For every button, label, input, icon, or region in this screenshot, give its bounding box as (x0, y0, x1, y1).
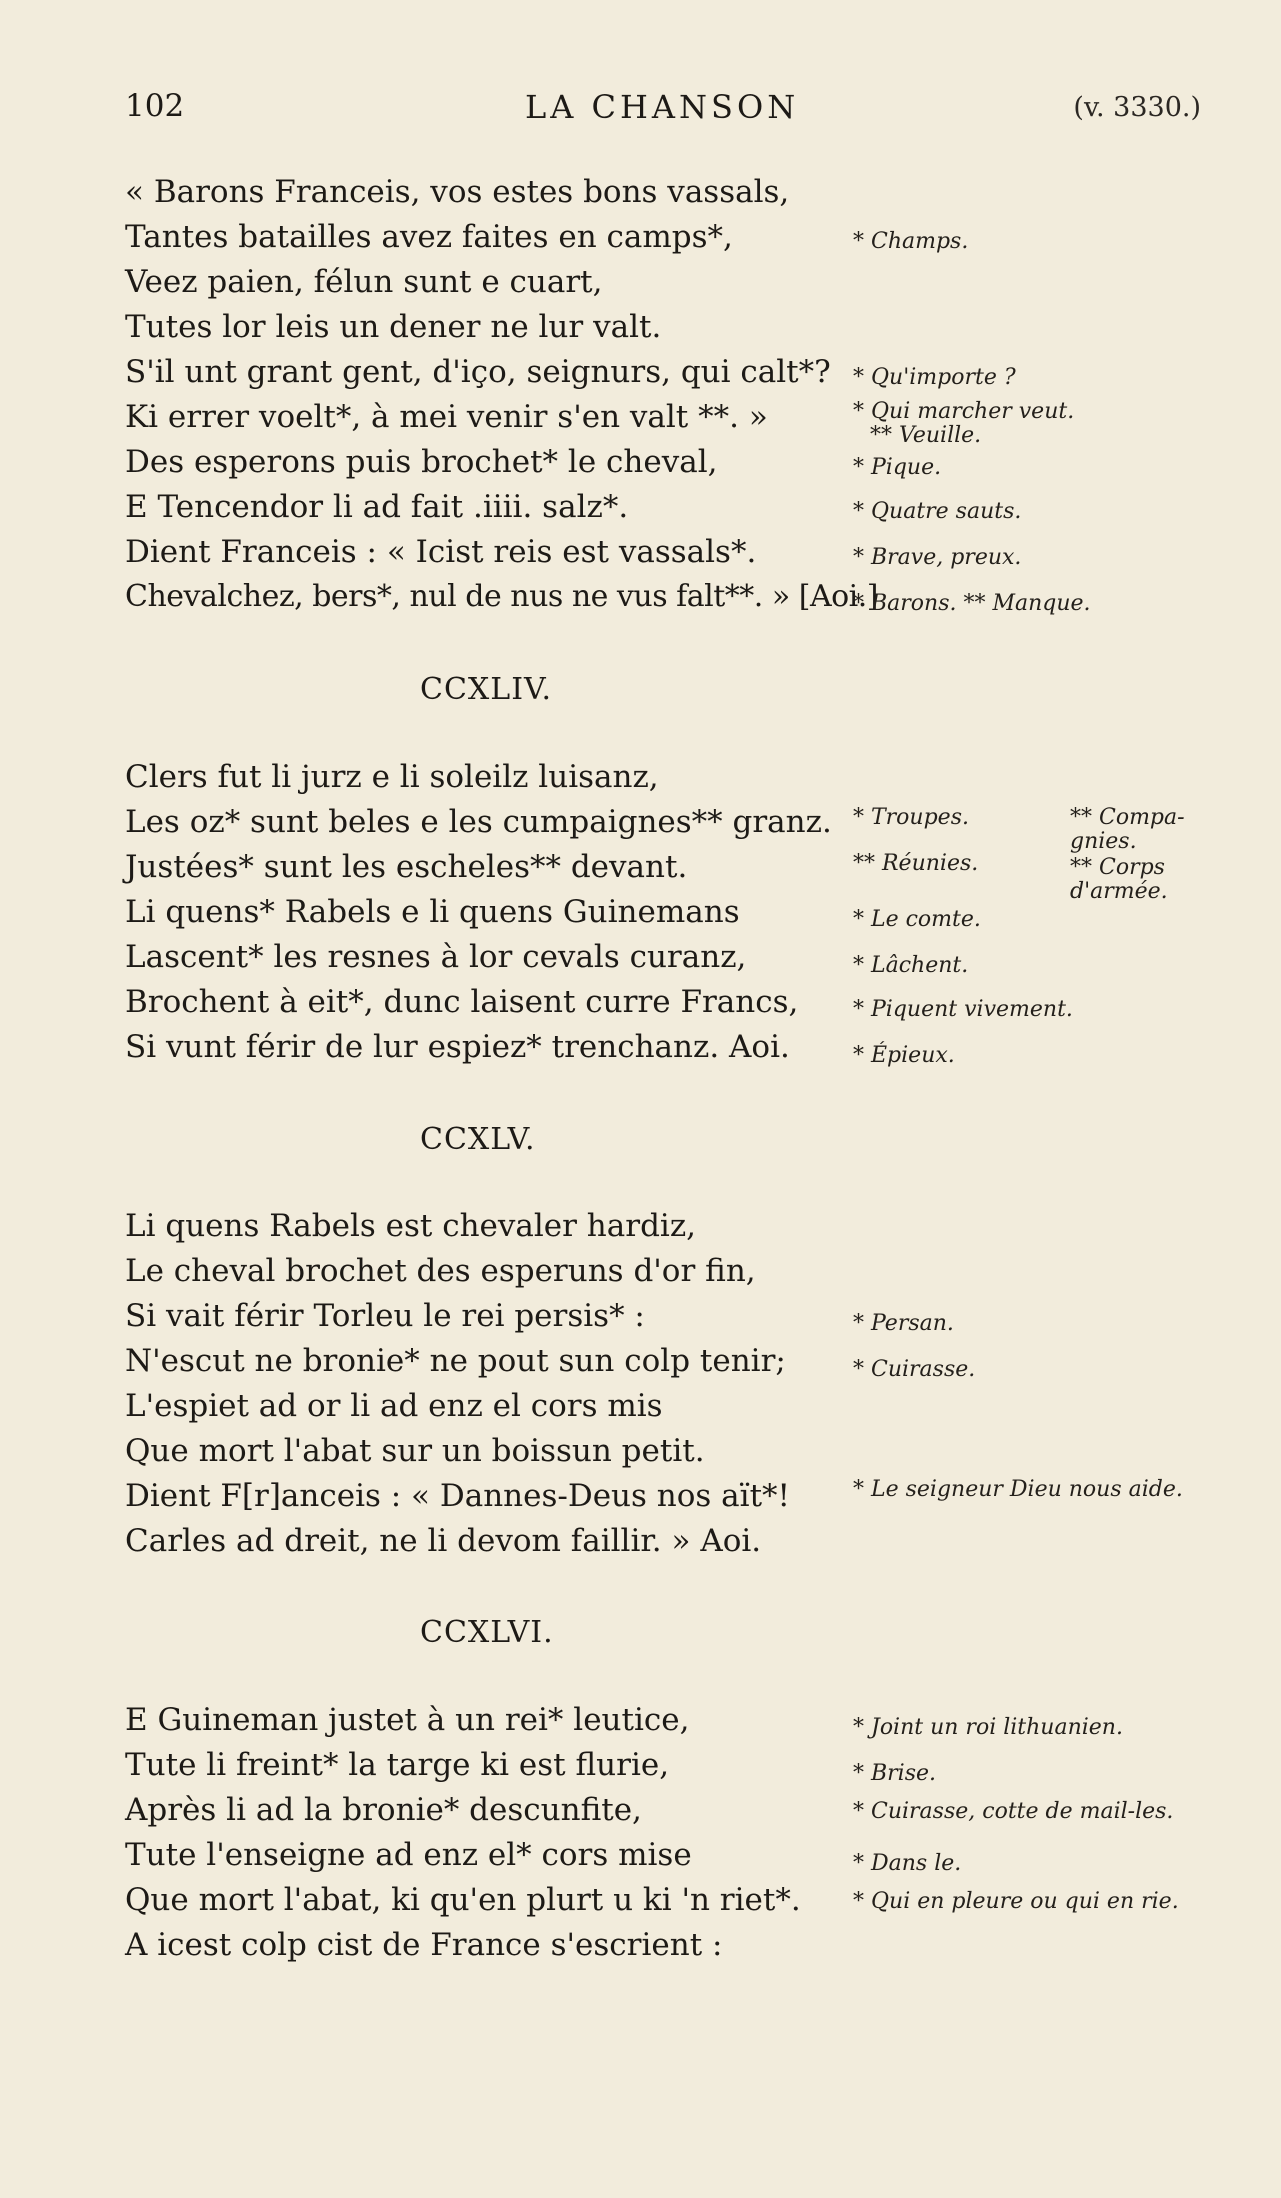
verse-line: Lascent* les resnes à lor cevals curanz, (125, 939, 747, 975)
gloss-note: * Piquent vivement. (853, 997, 1073, 1022)
gloss-note: * Le comte. (853, 907, 981, 932)
verse-line: Après li ad la bronie* descunfite, (125, 1792, 642, 1828)
verse-line: Le cheval brochet des esperuns d'or fin, (125, 1253, 756, 1289)
verse-line: Tute li freint* la targe ki est flurie, (125, 1747, 670, 1783)
verse-line: « Barons Franceis, vos estes bons vassals, (125, 174, 790, 210)
verse-line: S'il unt grant gent, d'iço, seignurs, qui calt*? (125, 354, 831, 390)
verse-line: N'escut ne bronie* ne pout sun colp tenir; (125, 1343, 786, 1379)
gloss-note: * Barons. ** Manque. (853, 591, 1091, 616)
verse-line: Tutes lor leis un dener ne lur valt. (125, 309, 662, 345)
gloss-note: * Persan. (853, 1311, 954, 1336)
gloss-note: * Cuirasse. (853, 1357, 976, 1382)
verse-line: E Tencendor li ad fait .iiii. salz*. (125, 489, 629, 525)
gloss-note: * Quatre sauts. (853, 499, 1022, 524)
verse-line: Des esperons puis brochet* le cheval, (125, 444, 718, 480)
running-title: LA CHANSON (525, 88, 800, 126)
page-number: 102 (125, 88, 185, 124)
gloss-note: * Brise. (853, 1761, 937, 1786)
page-header (0, 88, 1281, 138)
verse-line: Que mort l'abat sur un boissun petit. (125, 1433, 705, 1469)
verse-line: Tantes batailles avez faites en camps*, (125, 219, 733, 255)
gloss-note: * Cuirasse, cotte de mail-les. (853, 1799, 1174, 1824)
stanza-number: CCXLV. (420, 1122, 536, 1157)
verse-line: Veez paien, félun sunt e cuart, (125, 264, 603, 300)
verse-line: Li quens* Rabels e li quens Guinemans (125, 894, 740, 930)
gloss-note: * Pique. (853, 455, 942, 480)
gloss-note: * Lâchent. (853, 953, 969, 978)
gloss-note: * Champs. (853, 229, 969, 254)
verse-line: E Guineman justet à un rei* leutice, (125, 1702, 690, 1738)
stanza-number: CCXLIV. (420, 672, 552, 707)
verse-line: A icest colp cist de France s'escrient : (125, 1927, 723, 1963)
gloss-note: * Joint un roi lithuanien. (853, 1715, 1123, 1740)
verse-line: Carles ad dreit, ne li devom faillir. » Aoi. (125, 1523, 762, 1559)
verse-line: Clers fut li jurz e li soleilz luisanz, (125, 759, 659, 795)
gloss-note: * Troupes. (853, 805, 969, 830)
gloss-note: * Qui marcher veut. (853, 399, 1075, 424)
gloss-note: * Brave, preux. (853, 545, 1022, 570)
gloss-note: * Dans le. (853, 1851, 962, 1876)
verse-line: Ki errer voelt*, à mei venir s'en valt **. » (125, 399, 768, 435)
verse-line: Si vait férir Torleu le rei persis* : (125, 1298, 645, 1334)
verse-line: Les oz* sunt beles e les cumpaignes** granz. (125, 804, 832, 840)
verse-line: Li quens Rabels est chevaler hardiz, (125, 1208, 697, 1244)
verse-line: Dient Franceis : « Icist reis est vassals*. (125, 534, 757, 570)
gloss-note: ** Veuille. (870, 423, 982, 448)
verse-line: L'espiet ad or li ad enz el cors mis (125, 1388, 663, 1424)
verse-line: Justées* sunt les escheles** devant. (125, 849, 688, 885)
verse-line: Tute l'enseigne ad enz el* cors mise (125, 1837, 692, 1873)
gloss-note: * Qu'importe ? (853, 365, 1016, 390)
gloss-note: ** Corps d'armée. (1070, 855, 1168, 904)
verse-line: Brochent à eit*, dunc laisent curre Francs, (125, 984, 799, 1020)
gloss-note: * Qui en pleure ou qui en rie. (853, 1889, 1179, 1914)
verse-line: Dient F[r]anceis : « Dannes-Deus nos aït*! (125, 1478, 790, 1514)
gloss-note: ** Compa-gnies. (1070, 805, 1185, 854)
gloss-note: * Épieux. (853, 1043, 955, 1068)
verse-line: Si vunt férir de lur espiez* trenchanz. Aoi. (125, 1029, 790, 1065)
verse-line: Chevalchez, bers*, nul de nus ne vus falt**. » [Aoi.] (125, 579, 879, 614)
verse-line: Que mort l'abat, ki qu'en plurt u ki 'n riet*. (125, 1882, 801, 1918)
gloss-note: * Le seigneur Dieu nous aide. (853, 1477, 1183, 1502)
verse-reference: (v. 3330.) (1073, 92, 1201, 123)
gloss-note: ** Réunies. (853, 851, 979, 876)
stanza-number: CCXLVI. (420, 1615, 554, 1650)
